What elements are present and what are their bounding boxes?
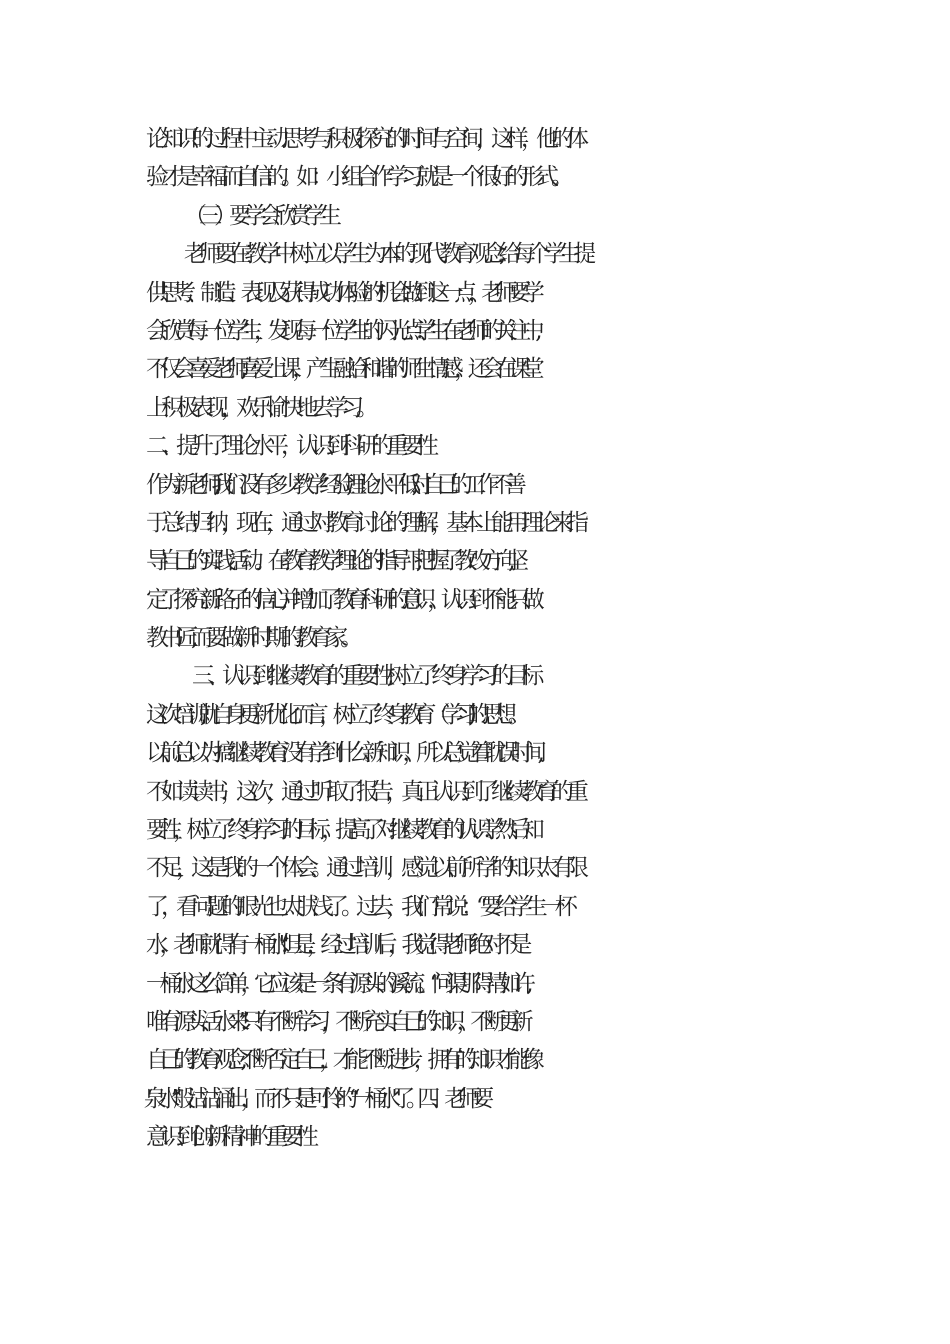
- paragraph-line: 供思考、制造、表现及获得成功体验的机会.做到这一点，老师要学: [146, 279, 536, 306]
- paragraph-line: 不仅会喜爱老师,喜爱上课，产生融洽和谐的师生情感，还会在课堂: [146, 356, 536, 383]
- paragraph-line: 这次培训,就自身更新优化而言，树立了终身教育（学习)的思想。: [146, 701, 522, 728]
- paragraph-line: 教书匠,而要做新时期的教育家。: [146, 625, 356, 652]
- paragraph-line: 自己的教育观念,不断否定自己，才能不断进步，拥有的知识才能像: [146, 1047, 536, 1074]
- paragraph-line: 老师要在教学中树立以学生为本的现代教育观念,给每个学生提: [184, 241, 589, 268]
- paragraph-line: 要性，树立了终身学习的目标，提高了对继续教育的认识.学然后知: [146, 817, 536, 844]
- section-heading: 三、认识到继续教育的重要性,树立了终身学习的目标: [192, 663, 537, 690]
- paragraph-line: 作为新老师,我们没有多少教学经验,理论水平低,对自己的工作不善: [146, 471, 518, 498]
- paragraph-line: 不如读读书，这次，通过听取了报告，真正认识到了继续教育的重: [146, 778, 581, 805]
- paragraph-line: 水，老师就得有一桶水."但是，经过培训后，我觉得老师绝对不是: [146, 932, 523, 959]
- paragraph-line: 会欣赏每一位学生，发现每一位学生的闪光点.学生在老师的关注中,: [146, 317, 534, 344]
- paragraph-line: 论知识的过程中主动思考与积极探究的时间与空间，这样，他的体: [146, 126, 581, 152]
- paragraph-line: 了，看问题的眼光也太肤浅了。过去，我们常说：“要给学生一杯: [146, 893, 570, 920]
- paragraph-line: 唯有源头活水来.”只有不断学习，不断充实自己的知识，不断更新: [146, 1008, 525, 1035]
- paragraph-line: 意识到创新精神的重要性: [146, 1124, 311, 1151]
- paragraph-line: 导自己的实践活动。在教育教学理论的指导下,把握了教改方向,坚: [146, 548, 520, 575]
- paragraph-line: 一桶水这么简单，它应该是一条有源头的溪流。“问渠那得清如许,: [146, 970, 525, 997]
- paragraph-line: 以前总以为搞继续教育没有学到什么新知识，所以总觉着耽误时间,: [146, 740, 536, 767]
- paragraph-line: ‘泉水”般沽沽涌出，而不只是可怜的“一桶水"了。 四、老师要: [146, 1085, 485, 1112]
- paragraph-line: 于总结归纳，现在，通过对教育讨论的理解，基本上能用理论来指: [146, 509, 581, 536]
- paragraph-line: 不足，这是我的一个体会。通过培训，感觉以前所学的知识太有限: [146, 855, 581, 882]
- paragraph-line: 定了探究新路子的信心,并增加了教育科研的意识，认识到不能只做: [146, 586, 536, 613]
- section-heading: 二、提升了理论水平，认识到科研的重要性: [146, 433, 431, 460]
- body-text: [146, 120, 826, 1157]
- paragraph-line: 上积极表现，欢乐愉快地去学习。: [146, 394, 371, 421]
- paragraph-line: 验才是幸福而自信的。如：小组合作学习就是一个很好的形式。: [146, 164, 566, 191]
- section-heading: （三）要学会欣赏学生: [184, 202, 334, 229]
